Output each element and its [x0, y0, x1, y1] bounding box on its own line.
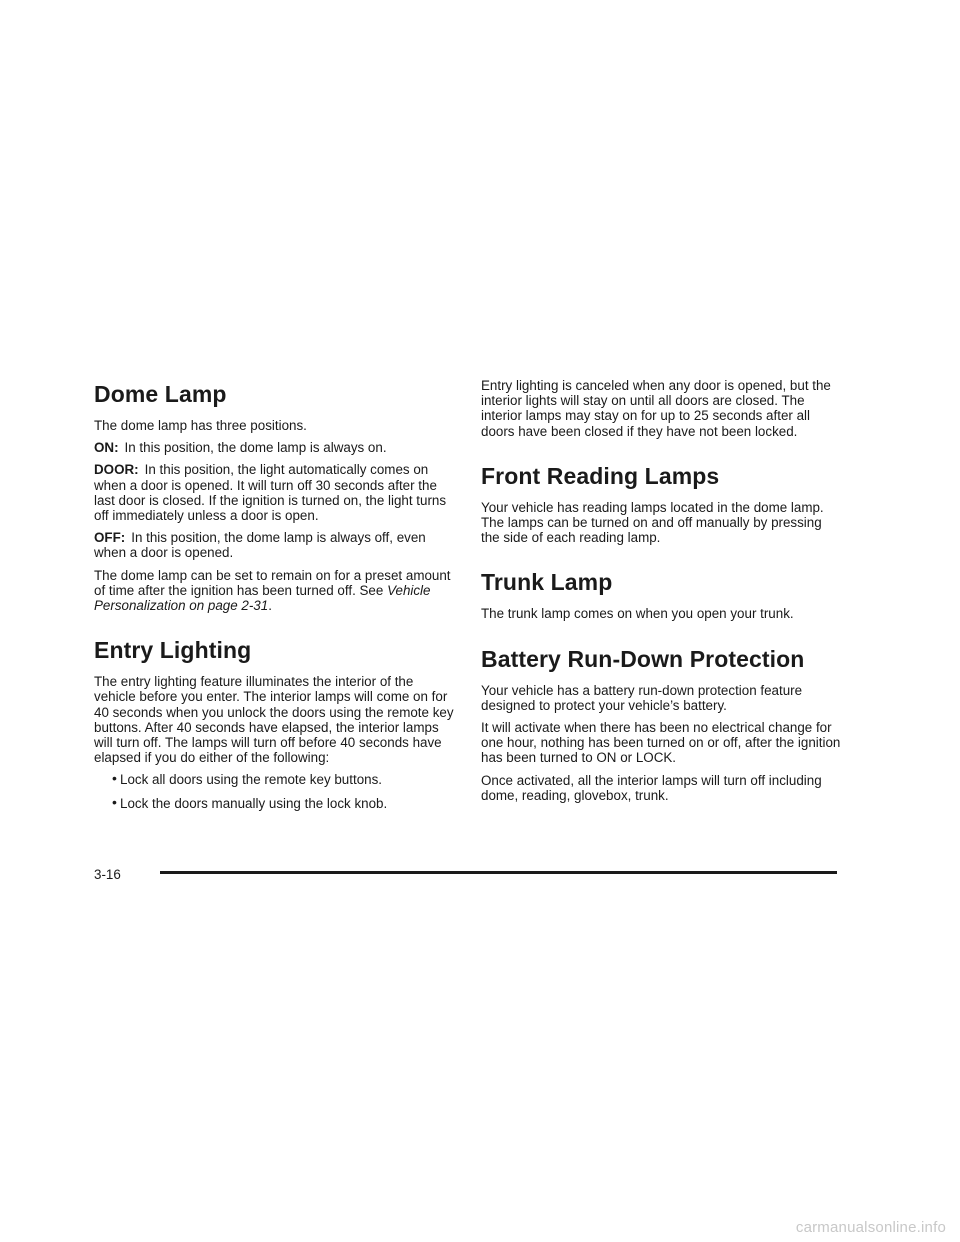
footer-divider	[160, 871, 837, 874]
term-off: OFF:	[94, 530, 126, 546]
watermark-text[interactable]: carmanualsonline.info	[795, 1219, 946, 1236]
entry-lighting-list	[94, 772, 456, 810]
front-reading-lamps-body: Your vehicle has reading lamps located in the dome lamp. The lamps can be turned on and off manually by pressing the side of each reading lamp.	[481, 499, 824, 546]
list-item-text: Lock the doors manually using the lock knob.	[120, 795, 388, 811]
list-item	[112, 770, 456, 788]
term-door-text: In this position, the light automatically comes on when a door is opened. It will turn off 30 seconds after the last door is closed. If the ignition is turned on, the light turns off immediately unless a door is open.	[94, 462, 447, 524]
dome-lamp-intro: The dome lamp has three positions.	[94, 418, 307, 433]
bullet-icon: •	[112, 793, 117, 810]
dome-item-off	[94, 530, 456, 560]
front-reading-lamps-heading: Front Reading Lamps	[481, 462, 720, 489]
term-on-text: In this position, the dome lamp is always on.	[124, 440, 387, 456]
preset-end: .	[268, 598, 272, 614]
dome-item-door	[94, 462, 456, 523]
dome-preset-paragraph	[94, 568, 456, 614]
trunk-lamp-heading: Trunk Lamp	[481, 569, 613, 596]
term-off-text: In this position, the dome lamp is always off, even when a door is opened.	[94, 530, 426, 561]
entry-lighting-body: The entry lighting feature illuminates the interior of the vehicle before you enter. The interior lamps will come on for 40 seconds when you unlock the doors using the remote key buttons. After 40 seconds have elapsed, the interior lamps will turn off. The lamps will turn off before 40 seconds have elapsed if you do either of the following:	[94, 674, 454, 766]
term-door: DOOR:	[94, 462, 139, 478]
battery-paragraph: Your vehicle has a battery run-down protection feature designed to protect your vehicle’s battery.	[481, 682, 803, 713]
personalization-reference-link[interactable]: Vehicle Personalization on page 2-31	[94, 582, 431, 614]
battery-protection-heading: Battery Run-Down Protection	[481, 645, 805, 672]
entry-lighting-heading: Entry Lighting	[94, 637, 252, 664]
left-column	[94, 380, 456, 819]
list-item	[112, 793, 456, 811]
bullet-icon: •	[112, 770, 117, 787]
page-number: 3-16	[94, 867, 121, 882]
battery-paragraph: Once activated, all the interior lamps will turn off including dome, reading, glovebox, trunk.	[481, 772, 822, 803]
dome-lamp-heading: Dome Lamp	[94, 381, 227, 407]
trunk-lamp-body: The trunk lamp comes on when you open your trunk.	[481, 606, 794, 622]
term-on: ON:	[94, 440, 119, 456]
list-item-text: Lock all doors using the remote key buttons.	[120, 772, 383, 788]
right-column	[481, 378, 843, 810]
battery-paragraph: It will activate when there has been no electrical change for one hour, nothing has been turned on or off, after the ignition has been turned to ON or LOCK.	[481, 720, 841, 766]
dome-item-on	[94, 440, 456, 455]
entry-lighting-continued: Entry lighting is canceled when any door is opened, but the interior lights will stay on until all doors are closed. The interior lamps may stay on for up to 25 seconds after all doors have been closed if they have not been locked.	[481, 378, 831, 439]
preset-text: The dome lamp can be set to remain on for a preset amount of time after the ignition has been turned off. See	[94, 567, 451, 598]
